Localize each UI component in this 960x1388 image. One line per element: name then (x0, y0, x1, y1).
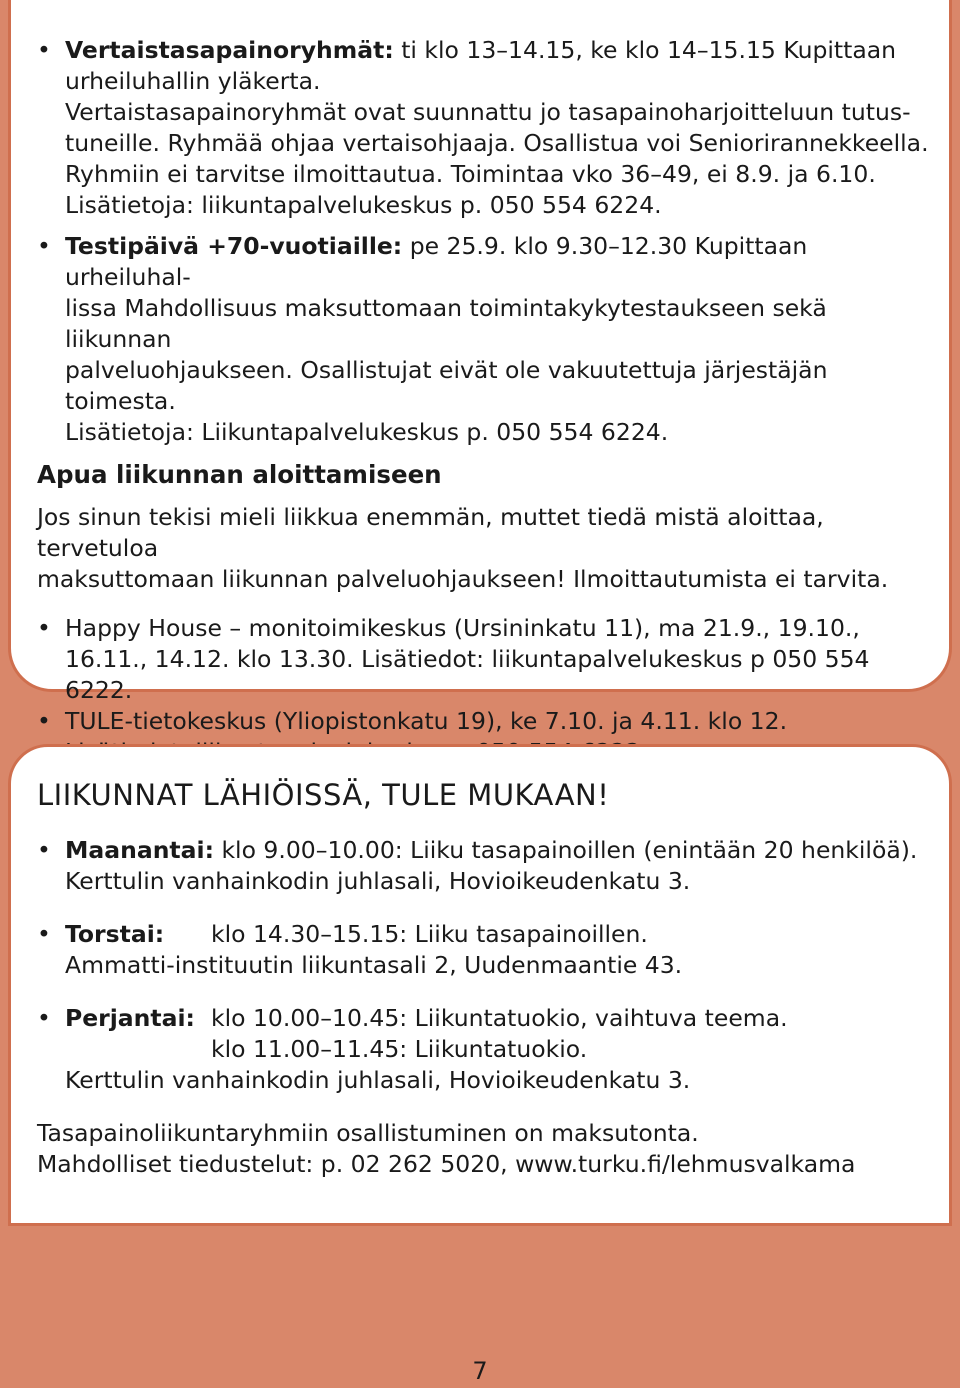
footer-line: Mahdolliset tiedustelut: p. 02 262 5020, www.turku.fi/lehmusvalkama (37, 1150, 856, 1178)
item-text: Ammatti-instituutin liikuntasali 2, Uudenmaantie 43. (65, 951, 683, 979)
item-text: klo 14.30–15.15: Liiku tasapainoillen. (211, 920, 648, 948)
list-item-vertaistasapainoryhmat (37, 35, 931, 221)
item-text: Ryhmiin ei tarvitse ilmoittautua. Toimintaa vko 36–49, ei 8.9. ja 6.10. (65, 160, 876, 188)
bullet-icon: • (37, 920, 51, 948)
bullet-icon: • (37, 614, 51, 642)
item-text: Kerttulin vanhainkodin juhlasali, Hovioikeudenkatu 3. (65, 867, 691, 895)
item-label: Testipäivä +70-vuotiaille: (65, 232, 403, 260)
section-title: LIIKUNNAT LÄHIÖISSÄ, TULE MUKAAN! (37, 778, 610, 812)
item-text: Vertaistasapainoryhmät ovat suunnattu jo tasapainoharjoitteluun tutus- (65, 98, 911, 126)
item-text: Kerttulin vanhainkodin juhlasali, Hovioikeudenkatu 3. (65, 1066, 691, 1094)
day-label: Torstai: (65, 920, 165, 948)
paragraph-line: maksuttomaan liikunnan palveluohjaukseen! Ilmoittautumista ei tarvita. (37, 565, 889, 593)
schedule-item-thursday (37, 919, 931, 981)
day-label: Perjantai: (65, 1004, 195, 1032)
item-text: klo 9.00–10.00: Liiku tasapainoillen (enintään 20 henkilöä). (213, 836, 918, 864)
item-text: Lisätietoja: Liikuntapalvelukeskus p. 050 554 6224. (65, 418, 669, 446)
page-number: 7 (472, 1357, 488, 1385)
schedule-item-monday (37, 835, 931, 897)
item-text: TULE-tietokeskus (Yliopistonkatu 19), ke 7.10. ja 4.11. klo 12. (65, 707, 788, 735)
item-text: Happy House – monitoimikeskus (Ursininkatu 11), ma 21.9., 19.10., (65, 614, 860, 642)
list-item-testipaiva (37, 231, 931, 448)
bullet-icon: • (37, 36, 51, 64)
top-info-card (8, 0, 952, 735)
item-text: Lisätietoja: liikuntapalvelukeskus p. 050 554 6224. (65, 191, 662, 219)
bottom-card-content (37, 777, 931, 1180)
bullet-icon: • (37, 1004, 51, 1032)
item-text: tuneille. Ryhmää ohjaa vertaisohjaaja. Osallistua voi Seniorirannekkeella. (65, 129, 929, 157)
item-text: klo 10.00–10.45: Liikuntatuokio, vaihtuva teema. (211, 1004, 788, 1032)
list-item-happy-house (37, 613, 931, 706)
item-text: palveluohjaukseen. Osallistujat eivät ole vakuutettuja järjestäjän toimesta. (65, 356, 828, 415)
item-text: klo 11.00–11.45: Liikuntatuokio. (211, 1035, 588, 1063)
item-text: lissa Mahdollisuus maksuttomaan toimintakykytestaukseen sekä liikunnan (65, 294, 827, 353)
footer-line: Tasapainoliikuntaryhmiin osallistuminen on maksutonta. (37, 1119, 699, 1147)
item-text: urheiluhallin yläkerta. (65, 67, 321, 95)
section-heading: Apua liikunnan aloittamiseen (37, 460, 442, 489)
top-card-content (37, 35, 931, 768)
bullet-icon: • (37, 232, 51, 260)
item-label: Vertaistasapainoryhmät: (65, 36, 394, 64)
paragraph-line: Jos sinun tekisi mieli liikkua enemmän, muttet tiedä mistä aloittaa, tervetuloa (37, 503, 824, 562)
item-text: ti klo 13–14.15, ke klo 14–15.15 Kupittaan (393, 36, 897, 64)
bullet-icon: • (37, 836, 51, 864)
bottom-schedule-card (8, 744, 952, 1226)
schedule-item-friday (37, 1003, 931, 1096)
item-text: 16.11., 14.12. klo 13.30. Lisätiedot: liikuntapalvelukeskus p 050 554 6222. (65, 645, 870, 704)
item-text: pe 25.9. klo 9.30–12.30 Kupittaan urheiluhal- (65, 232, 808, 291)
bullet-icon: • (37, 707, 51, 735)
day-label: Maanantai: (65, 836, 214, 864)
